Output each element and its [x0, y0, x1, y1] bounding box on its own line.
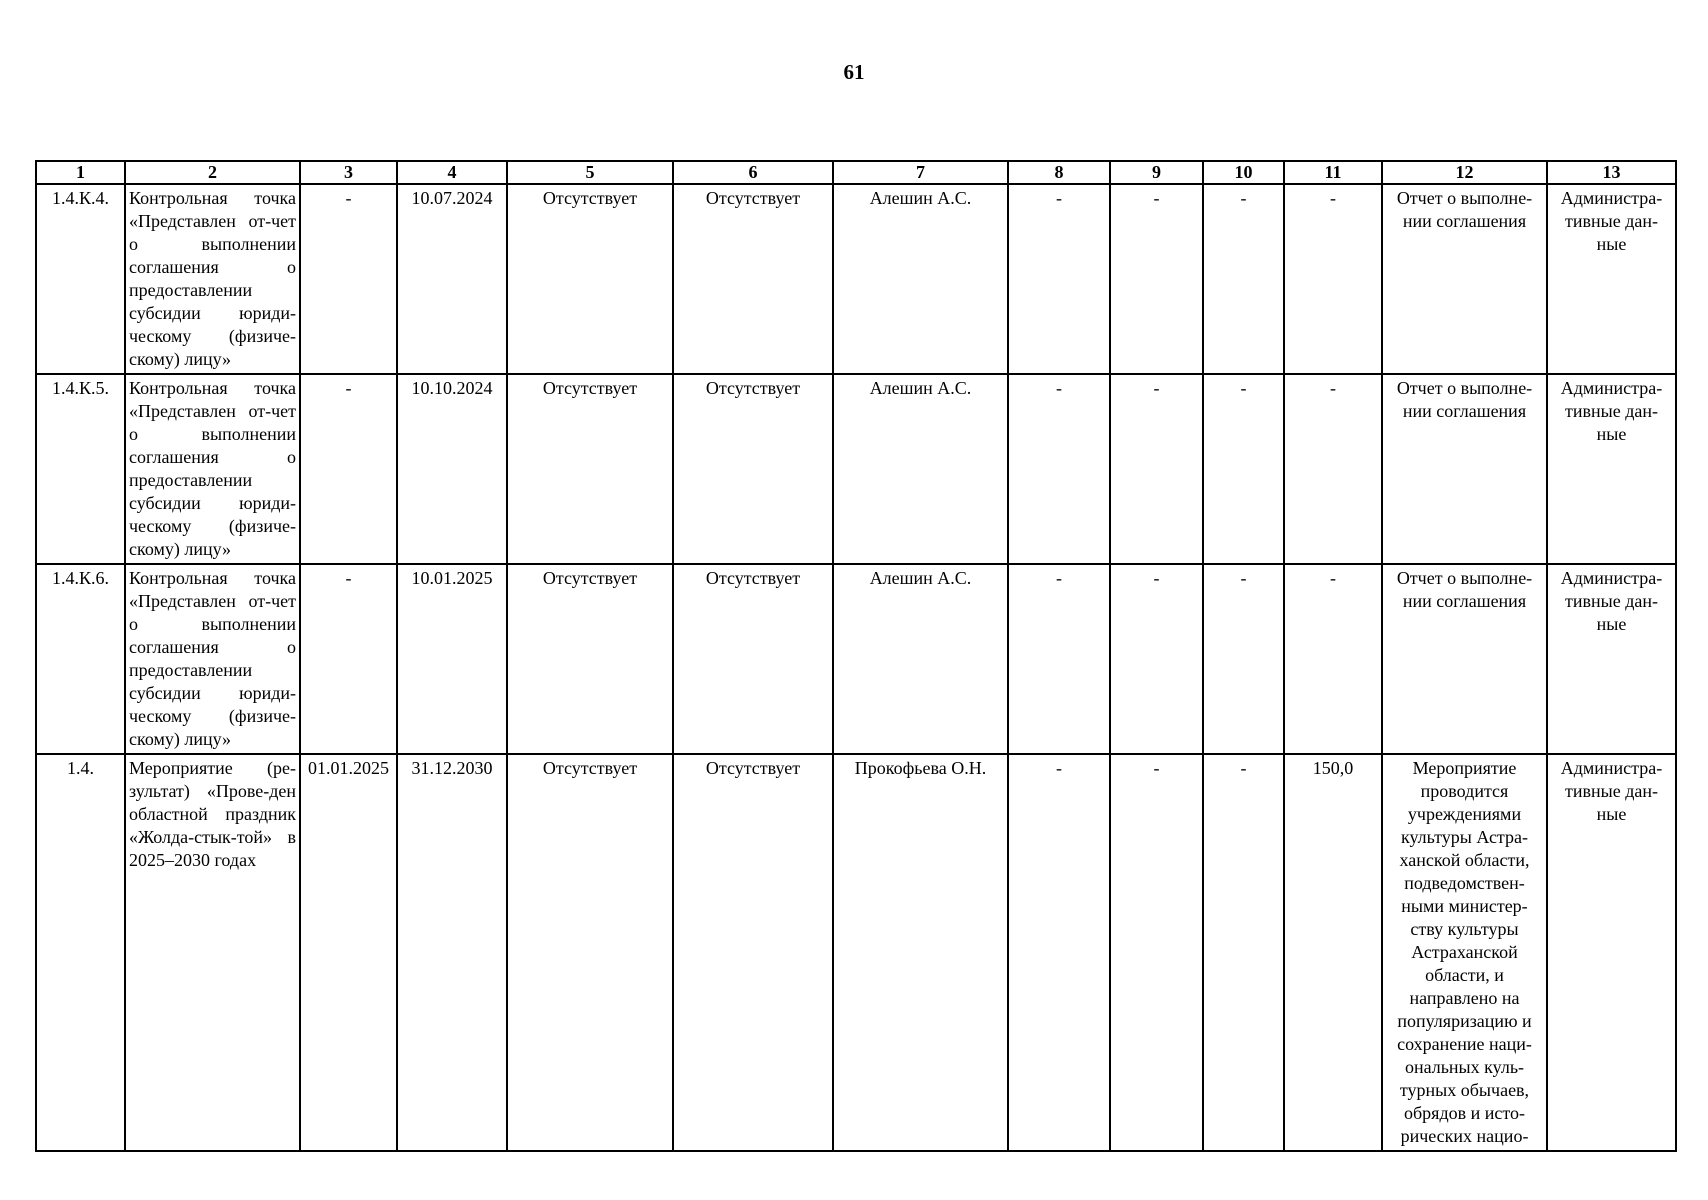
column-11-value: -	[1284, 184, 1382, 374]
column-header: 7	[833, 161, 1008, 184]
column-header: 9	[1110, 161, 1203, 184]
column-header: 2	[125, 161, 300, 184]
responsible-person: Алешин А.С.	[833, 184, 1008, 374]
column-10-value: -	[1203, 564, 1284, 754]
row-description: Контрольная точка «Представлен от-чет о выполнении соглашения о предоставлении субсидии юриди-ческому (физиче-скому) лицу»	[125, 564, 300, 754]
start-date: -	[300, 184, 397, 374]
document-type: Отчет о выполне-нии соглашения	[1382, 374, 1547, 564]
column-9-value: -	[1110, 564, 1203, 754]
row-description: Мероприятие (ре-зультат) «Прове-ден областной праздник «Жолда-стык-той» в 2025–2030 годах	[125, 754, 300, 1151]
responsible-person: Прокофьева О.Н.	[833, 754, 1008, 1151]
column-9-value: -	[1110, 754, 1203, 1151]
start-date: -	[300, 564, 397, 754]
table-row	[36, 184, 1676, 374]
document-type: Отчет о выполне-нии соглашения	[1382, 564, 1547, 754]
column-6-value: Отсутствует	[673, 754, 833, 1151]
row-code: 1.4.К.6.	[36, 564, 125, 754]
column-11-value: -	[1284, 564, 1382, 754]
end-date: 31.12.2030	[397, 754, 507, 1151]
column-8-value: -	[1008, 374, 1110, 564]
column-9-value: -	[1110, 374, 1203, 564]
start-date: 01.01.2025	[300, 754, 397, 1151]
column-header: 11	[1284, 161, 1382, 184]
table-row	[36, 564, 1676, 754]
end-date: 10.07.2024	[397, 184, 507, 374]
page-number: 61	[843, 60, 865, 84]
end-date: 10.01.2025	[397, 564, 507, 754]
data-source: Администра-тивные дан-ные	[1547, 184, 1676, 374]
column-8-value: -	[1008, 564, 1110, 754]
column-5-value: Отсутствует	[507, 564, 673, 754]
column-6-value: Отсутствует	[673, 564, 833, 754]
row-code: 1.4.К.4.	[36, 184, 125, 374]
column-10-value: -	[1203, 374, 1284, 564]
table-header-row	[36, 161, 1676, 184]
column-10-value: -	[1203, 184, 1284, 374]
column-6-value: Отсутствует	[673, 374, 833, 564]
table-row	[36, 754, 1676, 1151]
row-code: 1.4.К.5.	[36, 374, 125, 564]
data-source: Администра-тивные дан-ные	[1547, 374, 1676, 564]
row-code: 1.4.	[36, 754, 125, 1151]
responsible-person: Алешин А.С.	[833, 374, 1008, 564]
column-10-value: -	[1203, 754, 1284, 1151]
column-8-value: -	[1008, 754, 1110, 1151]
column-header: 3	[300, 161, 397, 184]
column-header: 8	[1008, 161, 1110, 184]
document-type: Отчет о выполне-нии соглашения	[1382, 184, 1547, 374]
row-description: Контрольная точка «Представлен от-чет о выполнении соглашения о предоставлении субсидии юриди-ческому (физиче-скому) лицу»	[125, 184, 300, 374]
column-header: 12	[1382, 161, 1547, 184]
column-5-value: Отсутствует	[507, 184, 673, 374]
column-header: 6	[673, 161, 833, 184]
column-11-value: 150,0	[1284, 754, 1382, 1151]
column-header: 5	[507, 161, 673, 184]
document-type: Мероприятие проводится учреждениями культуры Астра-ханской области, подведомствен-ными министер-ству культуры Астраханской области, и направлено на популяризацию и сохранение наци-ональных куль-турных обычаев, обрядов и исто-рических нацио-	[1382, 754, 1547, 1151]
column-11-value: -	[1284, 374, 1382, 564]
row-description: Контрольная точка «Представлен от-чет о выполнении соглашения о предоставлении субсидии юриди-ческому (физиче-скому) лицу»	[125, 374, 300, 564]
column-header: 13	[1547, 161, 1676, 184]
column-header: 4	[397, 161, 507, 184]
document-table	[35, 160, 1677, 1152]
table-row	[36, 374, 1676, 564]
column-9-value: -	[1110, 184, 1203, 374]
end-date: 10.10.2024	[397, 374, 507, 564]
data-source: Администра-тивные дан-ные	[1547, 754, 1676, 1151]
start-date: -	[300, 374, 397, 564]
column-8-value: -	[1008, 184, 1110, 374]
column-header: 10	[1203, 161, 1284, 184]
responsible-person: Алешин А.С.	[833, 564, 1008, 754]
column-5-value: Отсутствует	[507, 754, 673, 1151]
column-5-value: Отсутствует	[507, 374, 673, 564]
data-source: Администра-тивные дан-ные	[1547, 564, 1676, 754]
column-6-value: Отсутствует	[673, 184, 833, 374]
column-header: 1	[36, 161, 125, 184]
